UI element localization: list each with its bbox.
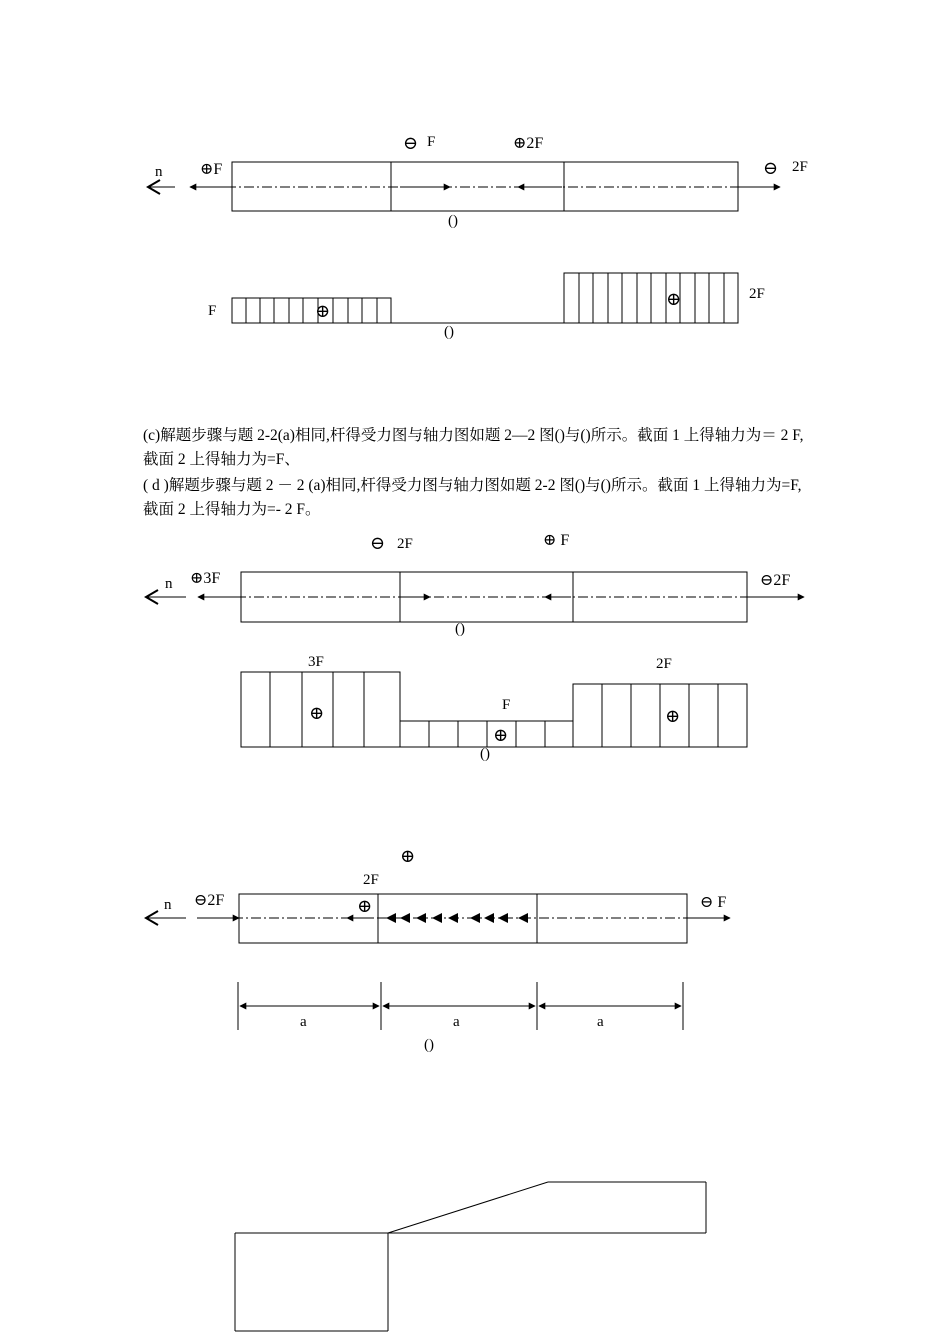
left-force-label: ⊖2F — [194, 892, 225, 909]
top-left-force: 2F — [397, 536, 413, 552]
right-force-sign: ⊖ — [763, 158, 779, 178]
figure-a-caption: () — [448, 213, 458, 229]
axial-caption: () — [444, 324, 454, 340]
seg1-sign: ⊖ — [403, 133, 419, 153]
axial-right-value: 2F — [656, 656, 672, 672]
figure-e-caption: () — [424, 1037, 434, 1053]
n-label: n — [165, 576, 173, 592]
paragraph-d: ( d )解题步骤与题 2 － 2 (a)相同,杆得受力图与轴力图如题 2-2 图()与()所示。截面 1 上得轴力为=F,截面 2 上得轴力为=- 2 F。 — [143, 477, 802, 518]
bar-outline — [239, 894, 687, 943]
n-direction-arrow — [146, 590, 158, 604]
top-sign: ⊕ — [400, 846, 416, 866]
top-left-sign: ⊖ — [370, 533, 386, 553]
axial-right-hatching — [579, 273, 724, 323]
axial-left-region — [232, 298, 391, 323]
dim-label-2: a — [453, 1014, 460, 1030]
n-direction-arrow — [146, 911, 158, 925]
figure-a-force-diagram — [0, 0, 950, 380]
axial-mid-sign: ⊕ — [493, 725, 509, 745]
right-force-label: ⊖ F — [700, 894, 727, 911]
plus-sign: ⊕ — [357, 896, 373, 916]
seg2-force-label: ⊕2F — [513, 135, 544, 152]
axial-caption: () — [480, 746, 490, 762]
left-force-label: ⊕3F — [190, 570, 221, 587]
seg1-force-label: F — [427, 134, 436, 150]
axial-right-value: 2F — [749, 286, 765, 302]
dim-label-3: a — [597, 1014, 604, 1030]
figure-d-caption: () — [455, 621, 465, 637]
distributed-load-arrows — [386, 913, 528, 923]
dim-label-1: a — [300, 1014, 307, 1030]
axial-right-hatching — [602, 684, 718, 747]
right-force-label: 2F — [792, 159, 808, 175]
axial-left-hatching — [270, 672, 364, 747]
stepped-bar-outline — [235, 1182, 706, 1331]
n-label: n — [164, 897, 172, 913]
paragraph-c: (c)解题步骤与题 2-2(a)相同,杆得受力图与轴力图如题 2—2 图()与()所示。截面 1 上得轴力为＝ 2 F,截面 2 上得轴力为=F、 — [143, 427, 804, 468]
axial-right-region — [573, 684, 747, 747]
right-force-label: ⊖2F — [760, 572, 791, 589]
left-force-label: ⊕F — [200, 161, 223, 178]
axial-mid-region — [400, 721, 573, 747]
force-2f-label: 2F — [363, 872, 379, 888]
n-label: n — [155, 164, 163, 180]
dimension-ticks — [238, 982, 683, 1030]
axial-left-value: 3F — [308, 654, 324, 670]
axial-right-sign: ⊕ — [665, 706, 681, 726]
axial-left-sign: ⊕ — [309, 703, 325, 723]
top-right-force: ⊕ F — [543, 532, 570, 549]
axial-mid-value: F — [502, 697, 511, 713]
bar-outline — [241, 572, 747, 622]
axial-left-value: F — [208, 303, 217, 319]
axial-right-sign: ⊕ — [666, 289, 682, 309]
axial-left-region — [241, 672, 400, 747]
axial-left-hatching — [246, 298, 377, 323]
axial-mid-hatching — [429, 721, 545, 747]
axial-left-sign: ⊕ — [315, 301, 331, 321]
